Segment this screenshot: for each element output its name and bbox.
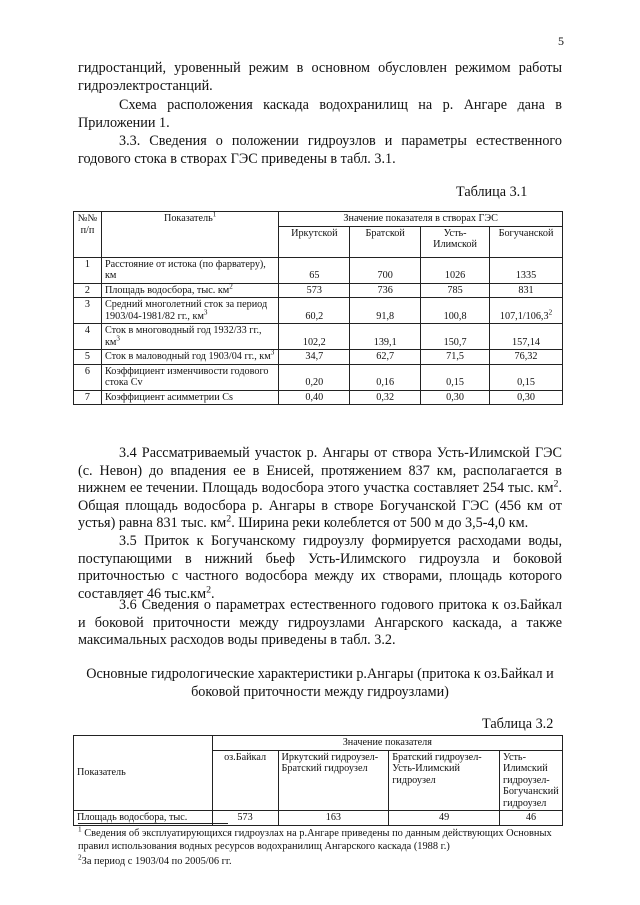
table-3-1 (73, 211, 563, 405)
cell-value: 0,30 (490, 390, 563, 405)
cell-value: 700 (350, 257, 421, 283)
row-label: Коэффициент изменчивости годового стока Cv (101, 364, 278, 390)
table2-col-irkutsk-bratsk: Иркутский гидроузел-Братский гидроузел (278, 750, 389, 811)
table2-col-bratsk-ust-ilimsk: Братский гидроузел-Усть-Илимский гидроузел (389, 750, 500, 811)
cell-value: 1026 (421, 257, 490, 283)
cell-value: 150,7 (421, 324, 490, 350)
table1-header-row-1 (74, 212, 563, 227)
cell-value: 139,1 (350, 324, 421, 350)
footnote-divider (78, 823, 228, 824)
cell-value: 0,15 (421, 364, 490, 390)
table-row (74, 283, 563, 298)
cell-value: 0,16 (350, 364, 421, 390)
paragraph-3-6: 3.6 Сведения о параметрах естественного годового притока к оз.Байкал и боковой приточности между гидроузлами Ангарского каскада, а также максимальных расходов воды приведены в табл. 3.2. (78, 597, 562, 648)
row-label: Сток в маловодный год 1903/04 гг., $км^3$ (101, 350, 278, 365)
table1-header-num: №№ п/п (74, 212, 102, 258)
cell-value: 34,7 (279, 350, 350, 365)
row-label: Сток в многоводный год 1932/33 гг., $км^3$ (101, 324, 278, 350)
footnote-1: $^1$ Сведения об эксплуатирующихся гидроузлах на р.Ангаре приведены по данным действующих Основных правил использования водных ресурсов водохранилищ Ангарского каскада (1988 г.) (78, 825, 552, 852)
row-number: 4 (74, 324, 102, 350)
paragraph-3-4: 3.4 Рассматриваемый участок р. Ангары от створа Усть-Илимской ГЭС (с. Невон) до впадения ее в Енисей, протяжением 837 км, располагается в нижнем ее течении. Площадь водосбора этого участка составляет 254 тыс. $км^2$. Общая площадь водосбора р. Ангары в створе Богучанской ГЭС (456 км от устья) равна 831 тыс. $км^2$. Ширина реки колеблется от 500 м до 3,5-4,0 км. (78, 445, 562, 531)
paragraph-3-3: 3.3. Сведения о положении гидроузлов и параметры естественного годового стока в створах ГЭС приведены в табл. 3.1. (78, 133, 562, 167)
cell-value: 831 (490, 283, 563, 298)
row-label: Площадь водосбора, тыс. $км^2$ (101, 283, 278, 298)
cell-value: 71,5 (421, 350, 490, 365)
table2-header-indicator: Показатель (74, 736, 213, 811)
cell-value: 1335 (490, 257, 563, 283)
cell-value: 0,20 (279, 364, 350, 390)
row-label: Коэффициент асимметрии Cs (101, 390, 278, 405)
footnote-2: $^2$За период с 1903/04 по 2005/06 гг. (78, 853, 232, 867)
table-row (74, 350, 563, 365)
paragraph-continuation: гидростанций, уровенный режим в основном обусловлен режимом работы гидроэлектростанций. (78, 60, 562, 94)
cell-value: 573 (279, 283, 350, 298)
cell-value: 62,7 (350, 350, 421, 365)
table-row (74, 390, 563, 405)
row-number: 5 (74, 350, 102, 365)
table2-col-ust-ilimsk-boguchany: Усть-Илимский гидроузел-Богучанский гидроузел (499, 750, 562, 811)
table-3-2 (73, 735, 563, 826)
cell-value: 736 (350, 283, 421, 298)
cell-value: 76,32 (490, 350, 563, 365)
cell-value: 785 (421, 283, 490, 298)
cell-value: 107,1/106,3$^2$ (490, 298, 563, 324)
table2-header-row-1 (74, 736, 563, 751)
cell-value: 100,8 (421, 298, 490, 324)
cell-value: 49 (389, 811, 500, 826)
table1-header-value-group: Значение показателя в створах ГЭС (279, 212, 563, 227)
cell-value: 65 (279, 257, 350, 283)
cell-value: 163 (278, 811, 389, 826)
table-row (74, 298, 563, 324)
row-label: Площадь водосбора, тыс. (74, 811, 213, 826)
cell-value: 0,32 (350, 390, 421, 405)
table1-col-boguchany: Богучанской (490, 226, 563, 257)
table1-col-ust-ilimsk: Усть-Илимской (421, 226, 490, 257)
table2-title: Основные гидрологические характеристики р.Ангары (притока к оз.Байкал и боковой приточности между гидроузлами) (86, 666, 554, 700)
row-label: Средний многолетний сток за период 1903/04-1981/82 гг., $км^3$ (101, 298, 278, 324)
cell-value: 573 (212, 811, 278, 826)
table2-header-value-group: Значение показателя (212, 736, 562, 751)
table1-col-bratsk: Братской (350, 226, 421, 257)
row-label: Расстояние от истока (по фарватеру), км (101, 257, 278, 283)
table1-header-indicator: Показатель$^1$ (101, 212, 278, 258)
paragraph-scheme: Схема расположения каскада водохранилищ на р. Ангаре дана в Приложении 1. (78, 97, 562, 131)
page-number: 5 (558, 34, 564, 48)
cell-value: 0,30 (421, 390, 490, 405)
table1-caption: Таблица 3.1 (456, 184, 528, 200)
cell-value: 46 (499, 811, 562, 826)
table2-caption: Таблица 3.2 (482, 716, 554, 732)
table-row (74, 364, 563, 390)
table-row (74, 324, 563, 350)
row-number: 2 (74, 283, 102, 298)
cell-value: 0,15 (490, 364, 563, 390)
table2-col-baikal: оз.Байкал (212, 750, 278, 811)
table-row (74, 257, 563, 283)
cell-value: 60,2 (279, 298, 350, 324)
cell-value: 157,14 (490, 324, 563, 350)
row-number: 6 (74, 364, 102, 390)
row-number: 7 (74, 390, 102, 405)
cell-value: 0,40 (279, 390, 350, 405)
table1-col-irkutsk: Иркутской (279, 226, 350, 257)
paragraph-3-5: 3.5 Приток к Богучанскому гидроузлу формируется расходами воды, поступающими в нижний бьеф Усть-Илимского гидроузла и боковой приточностью с частного водосбора между их створами, площадь которого составляет 46 $тыс.км^2$. (78, 533, 562, 602)
row-number: 3 (74, 298, 102, 324)
cell-value: 91,8 (350, 298, 421, 324)
row-number: 1 (74, 257, 102, 283)
cell-value: 102,2 (279, 324, 350, 350)
